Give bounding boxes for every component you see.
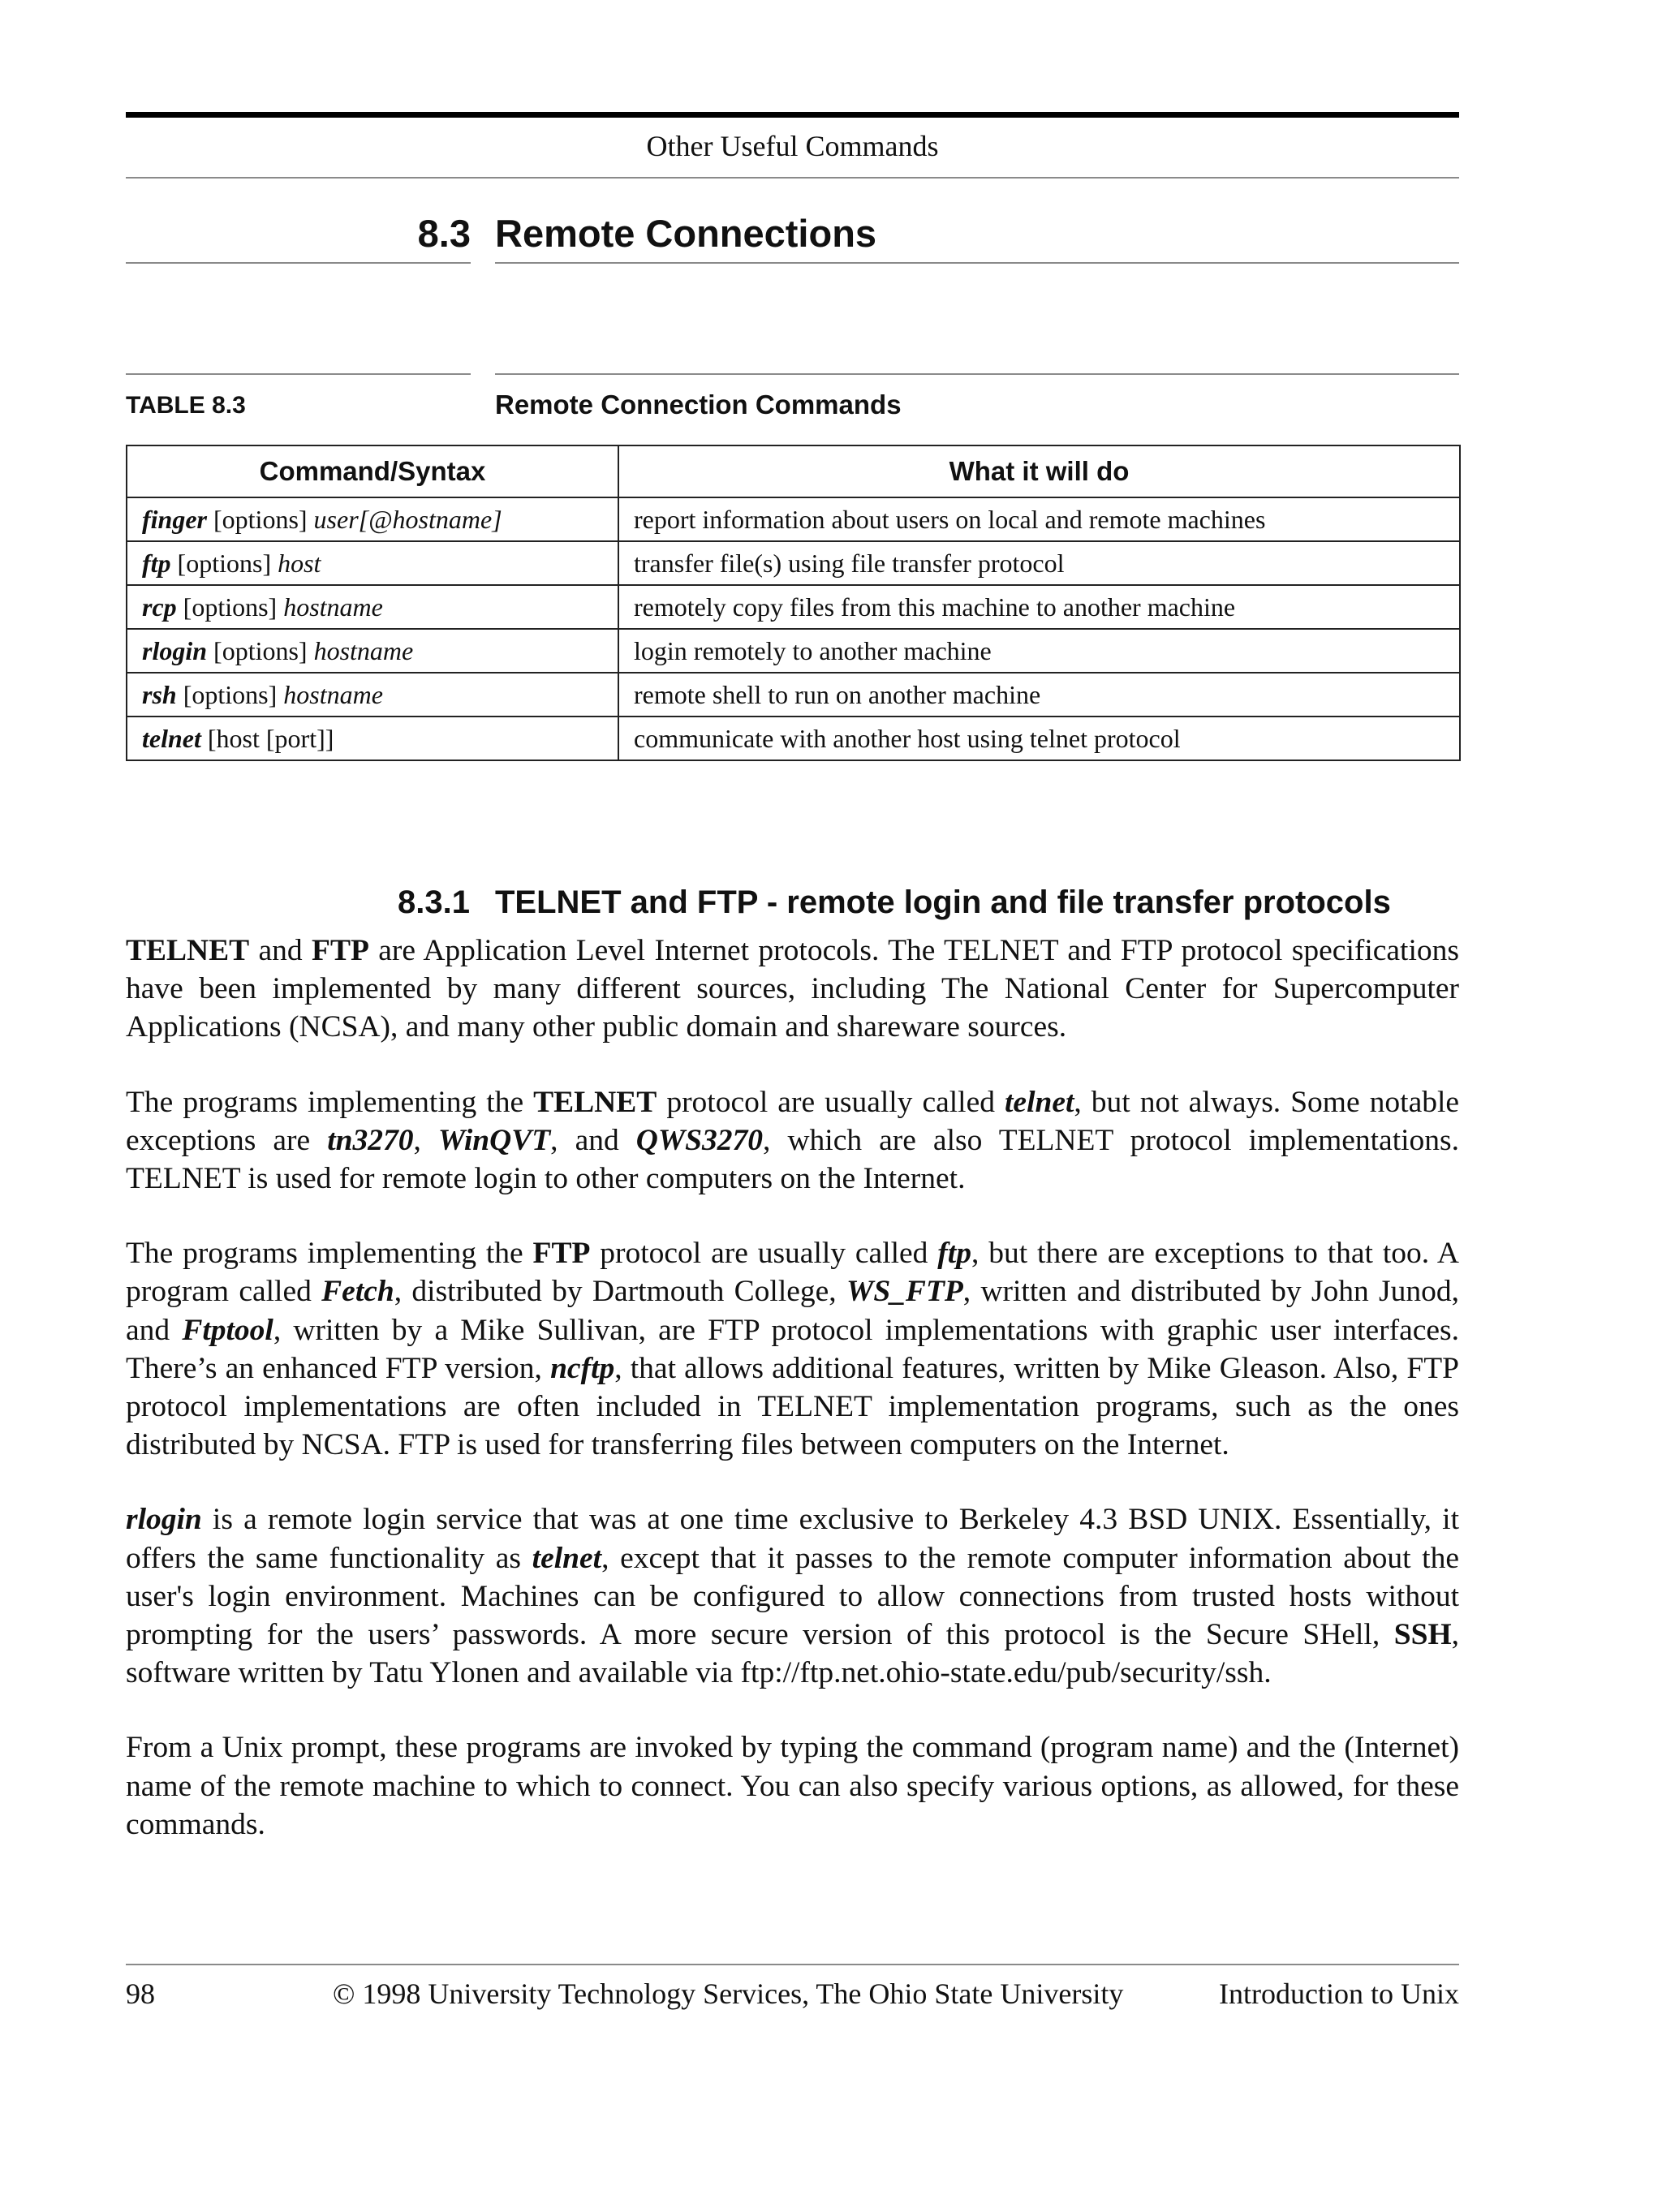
footer-page-number: 98 (126, 1977, 155, 2010)
command-name: rsh (142, 679, 177, 709)
command-description-cell: remotely copy files from this machine to another machine (618, 585, 1460, 629)
body-paragraph (126, 932, 1459, 1047)
command-options: [options] (207, 635, 314, 665)
command-options: [options] (170, 548, 278, 578)
emphasized-term: rlogin (126, 1503, 202, 1537)
text-run: , that allows additional features, written by Mike Gleason. Also, FTP protocol implementations are often included in TELNET implementation programs, such as the ones distributed by NCSA. FTP is used for transferring files between computers on the Internet. (126, 1351, 1459, 1462)
column-header-command: Command/Syntax (127, 445, 618, 497)
header-bottom-rule (126, 177, 1459, 179)
body-paragraph (126, 1234, 1459, 1464)
subsection-number: 8.3.1 (398, 884, 470, 920)
command-description-cell: transfer file(s) using file transfer protocol (618, 541, 1460, 585)
text-run: The programs implementing the (126, 1085, 534, 1119)
emphasized-term: TELNET (533, 1085, 657, 1119)
command-options: [options] (176, 592, 284, 622)
section-rule-left (126, 262, 471, 264)
footer-book-title: Introduction to Unix (1219, 1977, 1459, 2010)
text-run: , written by a Mike Sullivan, are FTP protocol implementations with graphic user interfaces. There’s an enhanced FTP version, (126, 1313, 1459, 1385)
command-name: ftp (142, 548, 171, 578)
text-run: From a Unix prompt, these programs are invoked by typing the command (program name) and the (Internet) name of the remote machine to which to connect. You can also specify various options, as allowed, for these commands. (126, 1731, 1459, 1841)
command-options: [options] (207, 504, 314, 534)
text-run: The programs implementing the (126, 1237, 533, 1271)
emphasized-term: WS_FTP (846, 1275, 963, 1309)
text-run: protocol are usually called (657, 1085, 1005, 1119)
emphasized-term: WinQVT (437, 1123, 551, 1157)
body-paragraph (126, 1083, 1459, 1199)
command-description-cell: login remotely to another machine (618, 629, 1460, 673)
table-label: TABLE 8.3 (126, 392, 246, 419)
command-argument: hostname (283, 592, 383, 622)
command-name: telnet (142, 723, 201, 753)
emphasized-term: ncftp (550, 1351, 615, 1385)
footer-rule (126, 1964, 1459, 1965)
command-argument: hostname (313, 635, 414, 665)
command-argument: hostname (283, 679, 383, 709)
command-syntax-cell (127, 541, 618, 585)
command-name: rlogin (142, 635, 208, 665)
section-number: 8.3 (417, 212, 471, 255)
body-text (126, 932, 1459, 1880)
command-description-cell: communicate with another host using telnet protocol (618, 717, 1460, 760)
table-caption-rule-left (126, 373, 471, 375)
emphasized-term: ftp (937, 1237, 971, 1271)
emphasized-term: Ftptool (182, 1313, 273, 1347)
command-syntax-cell (127, 585, 618, 629)
command-syntax-cell (127, 717, 618, 760)
text-run: , but there are exceptions to that too. A program called (126, 1237, 1460, 1309)
command-argument: user[@hostname] (313, 504, 502, 534)
column-header-description: What it will do (618, 445, 1460, 497)
remote-commands-table (126, 445, 1461, 761)
command-options: [host [port]] (200, 723, 334, 753)
text-run: are Application Level Internet protocols. The TELNET and FTP protocol specifications have been implemented by many different sources, including The National Center for Supercomputer Applications (NCSA), and many other public domain and shareware sources. (126, 934, 1459, 1044)
emphasized-term: TELNET (126, 934, 250, 967)
table-caption-rule-right (495, 373, 1459, 375)
text-run: , (413, 1123, 438, 1157)
command-name: finger (142, 504, 207, 534)
table-row (127, 541, 1460, 585)
text-run: , written and distributed by John Junod, and (126, 1275, 1459, 1347)
emphasized-term: tn3270 (327, 1123, 414, 1157)
text-run: , and (550, 1123, 636, 1157)
text-run: , software written by Tatu Ylonen and available via ftp://ftp.net.ohio-state.edu/pub/security/ssh. (126, 1618, 1459, 1690)
section-rule-right (495, 262, 1459, 264)
text-run: , but not always. Some notable exceptions are (126, 1085, 1460, 1157)
subsection-title: TELNET and FTP - remote login and file transfer protocols (495, 884, 1391, 920)
table-row (127, 717, 1460, 760)
command-name: rcp (142, 592, 177, 622)
table-row (127, 673, 1460, 717)
running-head: Other Useful Commands (646, 130, 939, 162)
table-row (127, 497, 1460, 541)
table-body (127, 497, 1460, 760)
section-title: Remote Connections (495, 212, 877, 255)
emphasized-term: telnet (532, 1541, 602, 1575)
footer-copyright: © 1998 University Technology Services, The Ohio State University (333, 1977, 1124, 2010)
emphasized-term: Fetch (321, 1275, 394, 1309)
command-description-cell: remote shell to run on another machine (618, 673, 1460, 717)
emphasized-term: telnet (1005, 1085, 1074, 1119)
text-run: , distributed by Dartmouth College, (394, 1275, 846, 1309)
command-description-cell: report information about users on local and remote machines (618, 497, 1460, 541)
table-title: Remote Connection Commands (495, 389, 902, 420)
emphasized-term: FTP (312, 934, 369, 967)
header-top-rule (126, 112, 1459, 118)
emphasized-term: QWS3270 (635, 1123, 764, 1157)
command-syntax-cell (127, 673, 618, 717)
table-header-row (127, 445, 1460, 497)
table-row (127, 629, 1460, 673)
subsection-heading (398, 882, 1391, 923)
emphasized-term: FTP (532, 1237, 591, 1271)
command-options: [options] (176, 679, 284, 709)
body-paragraph (126, 1728, 1459, 1844)
text-run: and (249, 934, 312, 967)
body-paragraph (126, 1500, 1459, 1692)
table-row (127, 585, 1460, 629)
emphasized-term: SSH (1393, 1618, 1452, 1652)
text-run: is a remote login service that was at one time exclusive to Berkeley 4.3 BSD UNIX. Essentially, it offers the same functionality as (126, 1503, 1459, 1575)
text-run: , except that it passes to the remote computer information about the user's login environment. Machines can be configured to allow connections from trusted hosts without prompting for the users’ passwords. A more secure version of this protocol is the Secure SHell, (126, 1541, 1459, 1652)
command-syntax-cell (127, 629, 618, 673)
text-run: protocol are usually called (590, 1237, 938, 1271)
command-syntax-cell (127, 497, 618, 541)
text-run: , which are also TELNET protocol implementations. TELNET is used for remote login to other computers on the Internet. (126, 1123, 1460, 1196)
command-argument: host (278, 548, 321, 578)
